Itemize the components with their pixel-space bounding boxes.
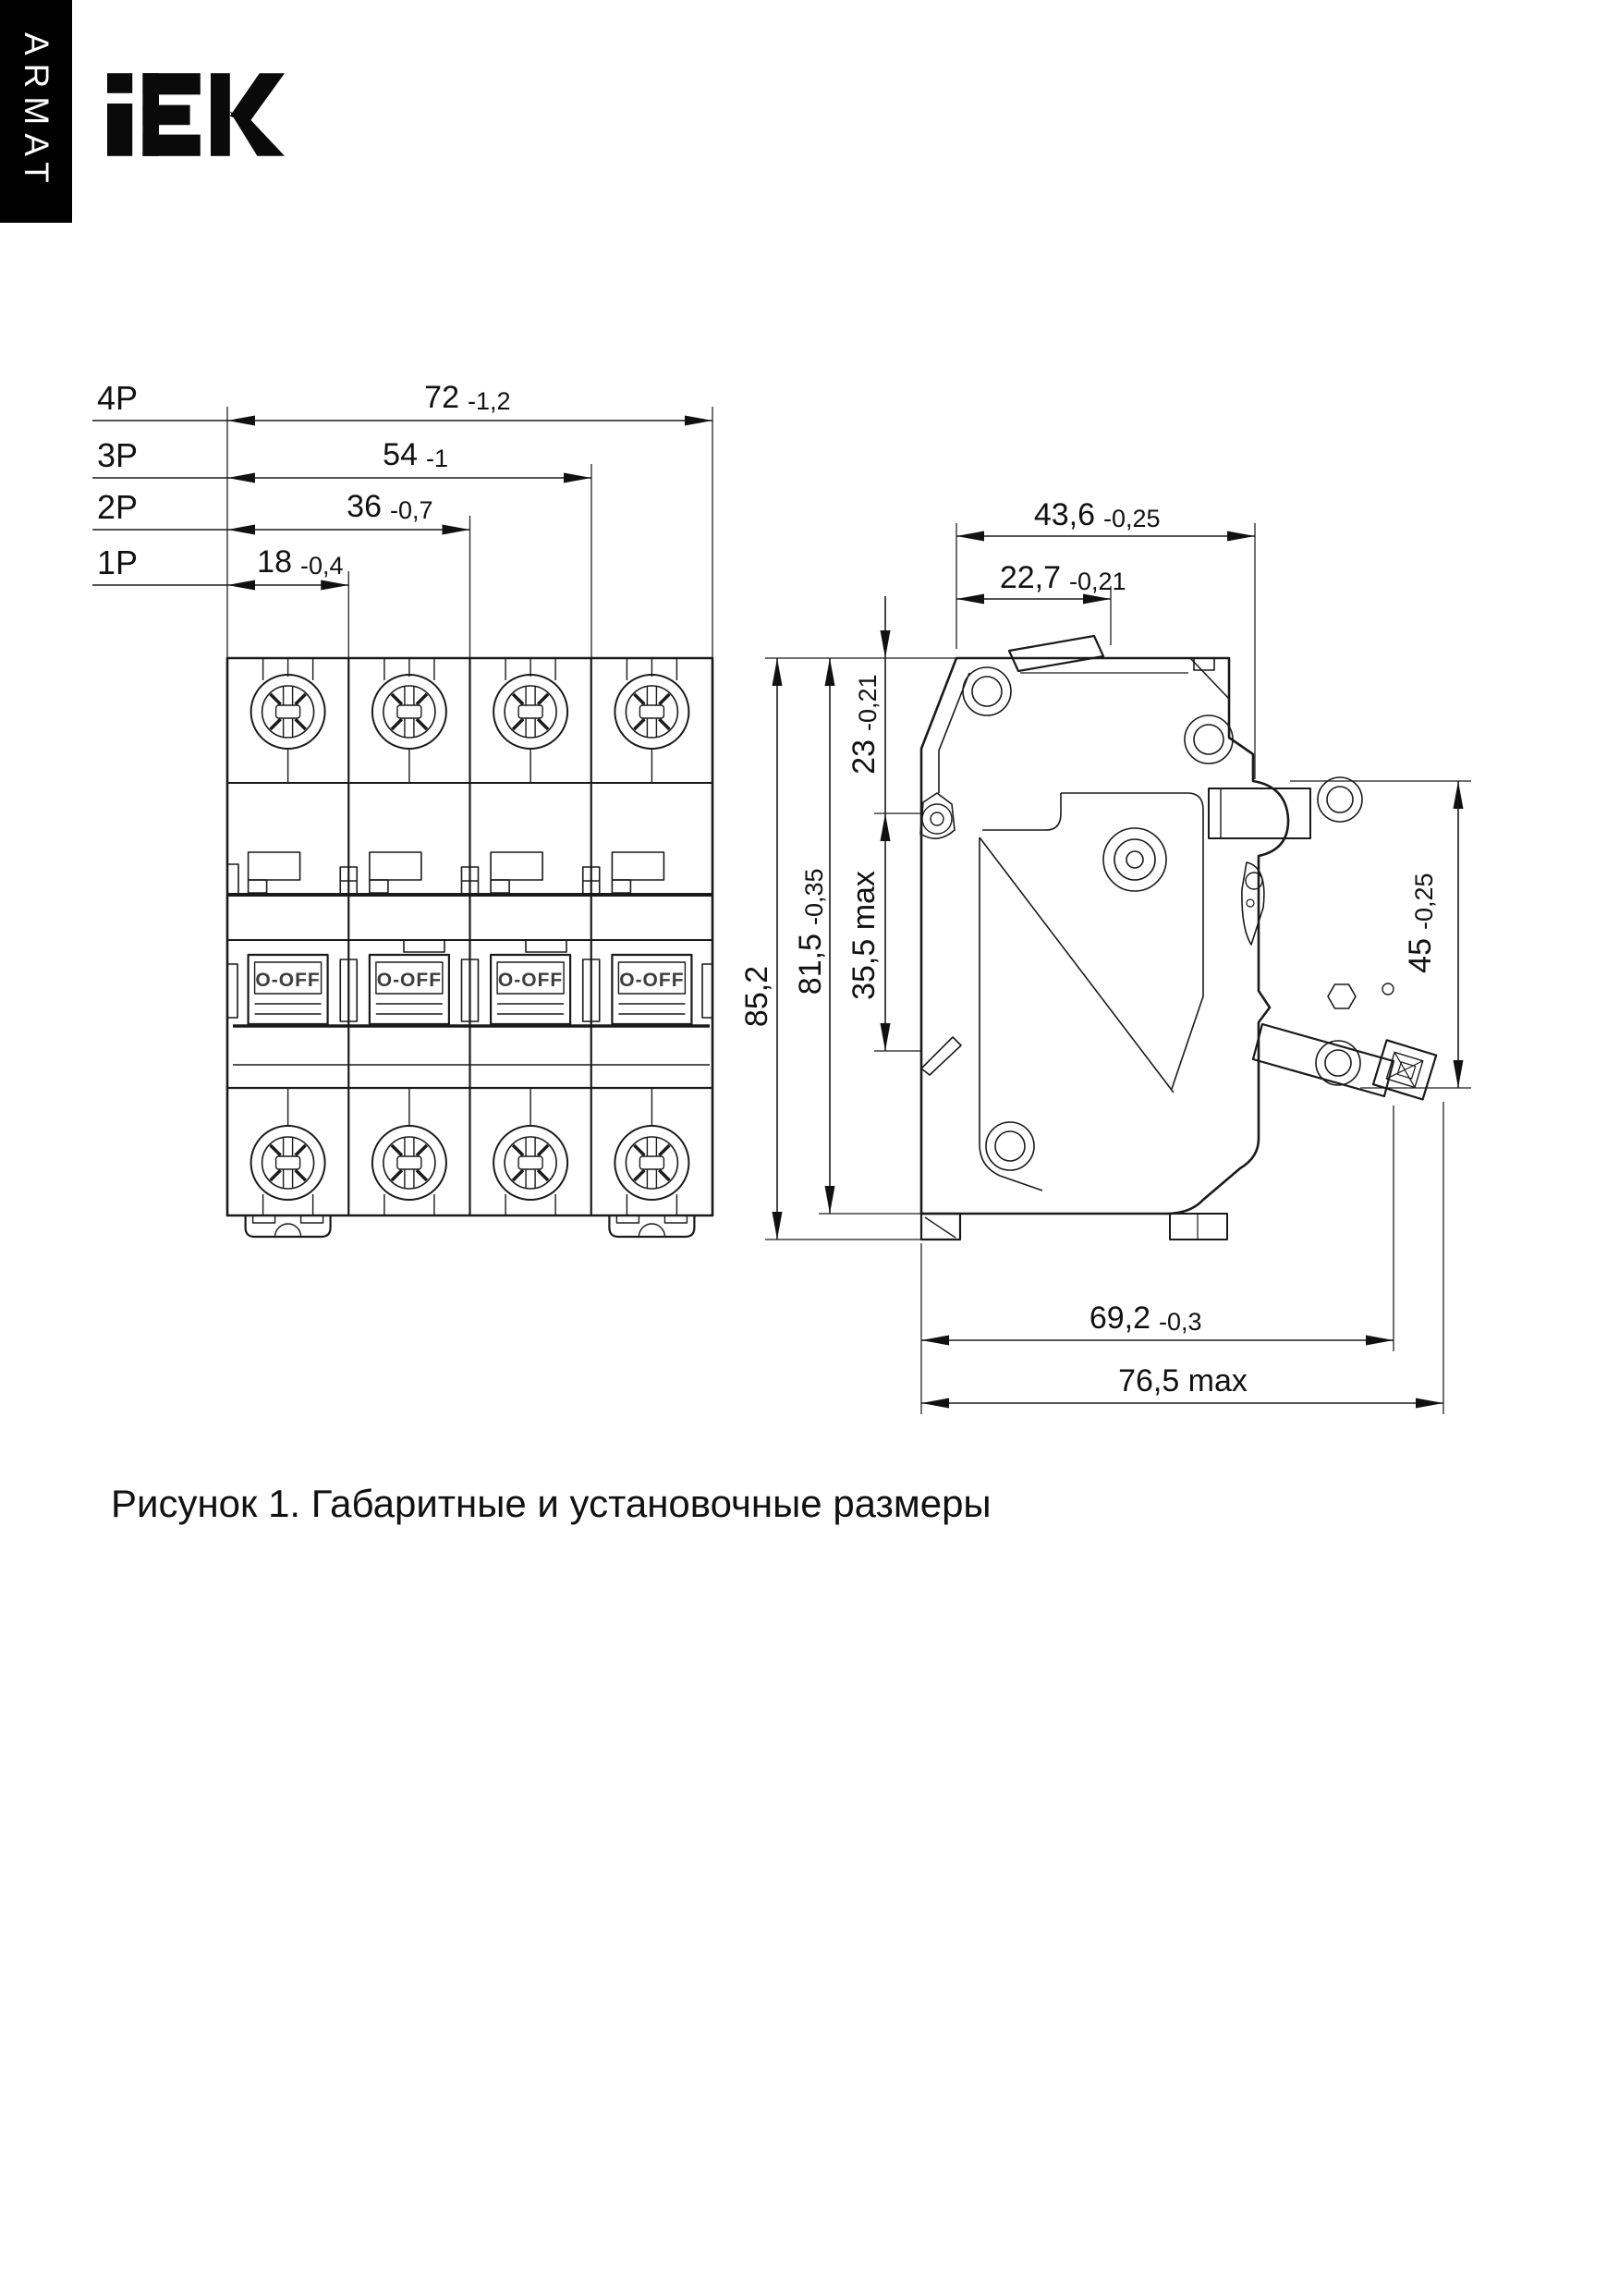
dim-36-value: 36 xyxy=(347,489,382,524)
handle-label-0: O-OFF xyxy=(255,970,321,991)
dim-69-2-tolerance: -0,3 xyxy=(1159,1308,1202,1336)
side-bottom-dimensions xyxy=(921,1102,1443,1414)
dim-18-value: 18 xyxy=(257,544,292,580)
dim-35-5-value: 35,5 max xyxy=(846,871,882,1000)
side-rear-foot xyxy=(1170,1214,1227,1240)
pole-label-1p: 1P xyxy=(97,543,139,581)
dim-45-tolerance: -0,25 xyxy=(1410,873,1438,930)
side-toggle-handle xyxy=(1009,636,1103,671)
dim-72-tolerance: -1,2 xyxy=(468,387,511,415)
dim-76-5-value: 76,5 max xyxy=(1118,1363,1248,1398)
handle-label-3: O-OFF xyxy=(619,970,685,991)
dim-36-tolerance: -0,7 xyxy=(390,496,433,524)
side-left-dimensions xyxy=(739,596,956,1240)
pole-label-3p: 3P xyxy=(97,436,139,474)
side-view xyxy=(739,497,1471,1414)
dim-81-5-tolerance: -0,35 xyxy=(800,868,828,925)
dim-23-value: 23 xyxy=(846,739,882,775)
din-clip-spring xyxy=(1242,862,1264,945)
side-right-dimension xyxy=(1290,781,1471,1088)
pole-label-2p: 2P xyxy=(97,488,139,526)
dim-54-value: 54 xyxy=(383,437,418,472)
front-view xyxy=(92,379,712,1237)
side-top-dimensions xyxy=(956,497,1255,779)
front-dimension-rows xyxy=(92,379,712,658)
figure-caption: Рисунок 1. Габаритные и установочные размеры xyxy=(111,1482,992,1525)
dim-43-6-tolerance: -0,25 xyxy=(1103,505,1161,532)
dim-22-7-value: 22,7 xyxy=(999,560,1061,595)
side-body-outline xyxy=(921,636,1288,1214)
release-latch-tab xyxy=(921,1037,961,1075)
dim-23-tolerance: -0,21 xyxy=(854,674,882,731)
dim-54-tolerance: -1 xyxy=(426,445,449,472)
front-body-outline xyxy=(227,658,712,1215)
dim-72-value: 72 xyxy=(424,380,459,415)
dim-81-5-value: 81,5 xyxy=(793,934,828,995)
dim-43-6-value: 43,6 xyxy=(1033,497,1095,532)
dim-18-tolerance: -0,4 xyxy=(300,552,344,580)
hex-nut xyxy=(1328,984,1356,1008)
side-fittings xyxy=(921,788,1394,1075)
front-handle-clips xyxy=(227,852,663,895)
front-din-feet xyxy=(246,1215,695,1237)
side-front-foot xyxy=(921,1214,960,1240)
series-label: ARMAT xyxy=(18,31,55,191)
busbar-window xyxy=(1209,788,1310,838)
side-screw-bosses xyxy=(920,667,1362,1170)
dim-22-7-tolerance: -0,21 xyxy=(1069,568,1126,595)
front-toggle-handles xyxy=(227,955,712,1024)
handle-label-1: O-OFF xyxy=(376,970,443,991)
side-inner-contours xyxy=(980,793,1203,1191)
pole-label-4p: 4P xyxy=(97,379,139,417)
handle-label-2: O-OFF xyxy=(497,970,564,991)
dim-85-2-value: 85,2 xyxy=(739,965,774,1028)
dim-69-2-value: 69,2 xyxy=(1089,1301,1150,1336)
dim-45-value: 45 xyxy=(1403,938,1438,973)
clip-screw-head xyxy=(1373,1040,1436,1099)
